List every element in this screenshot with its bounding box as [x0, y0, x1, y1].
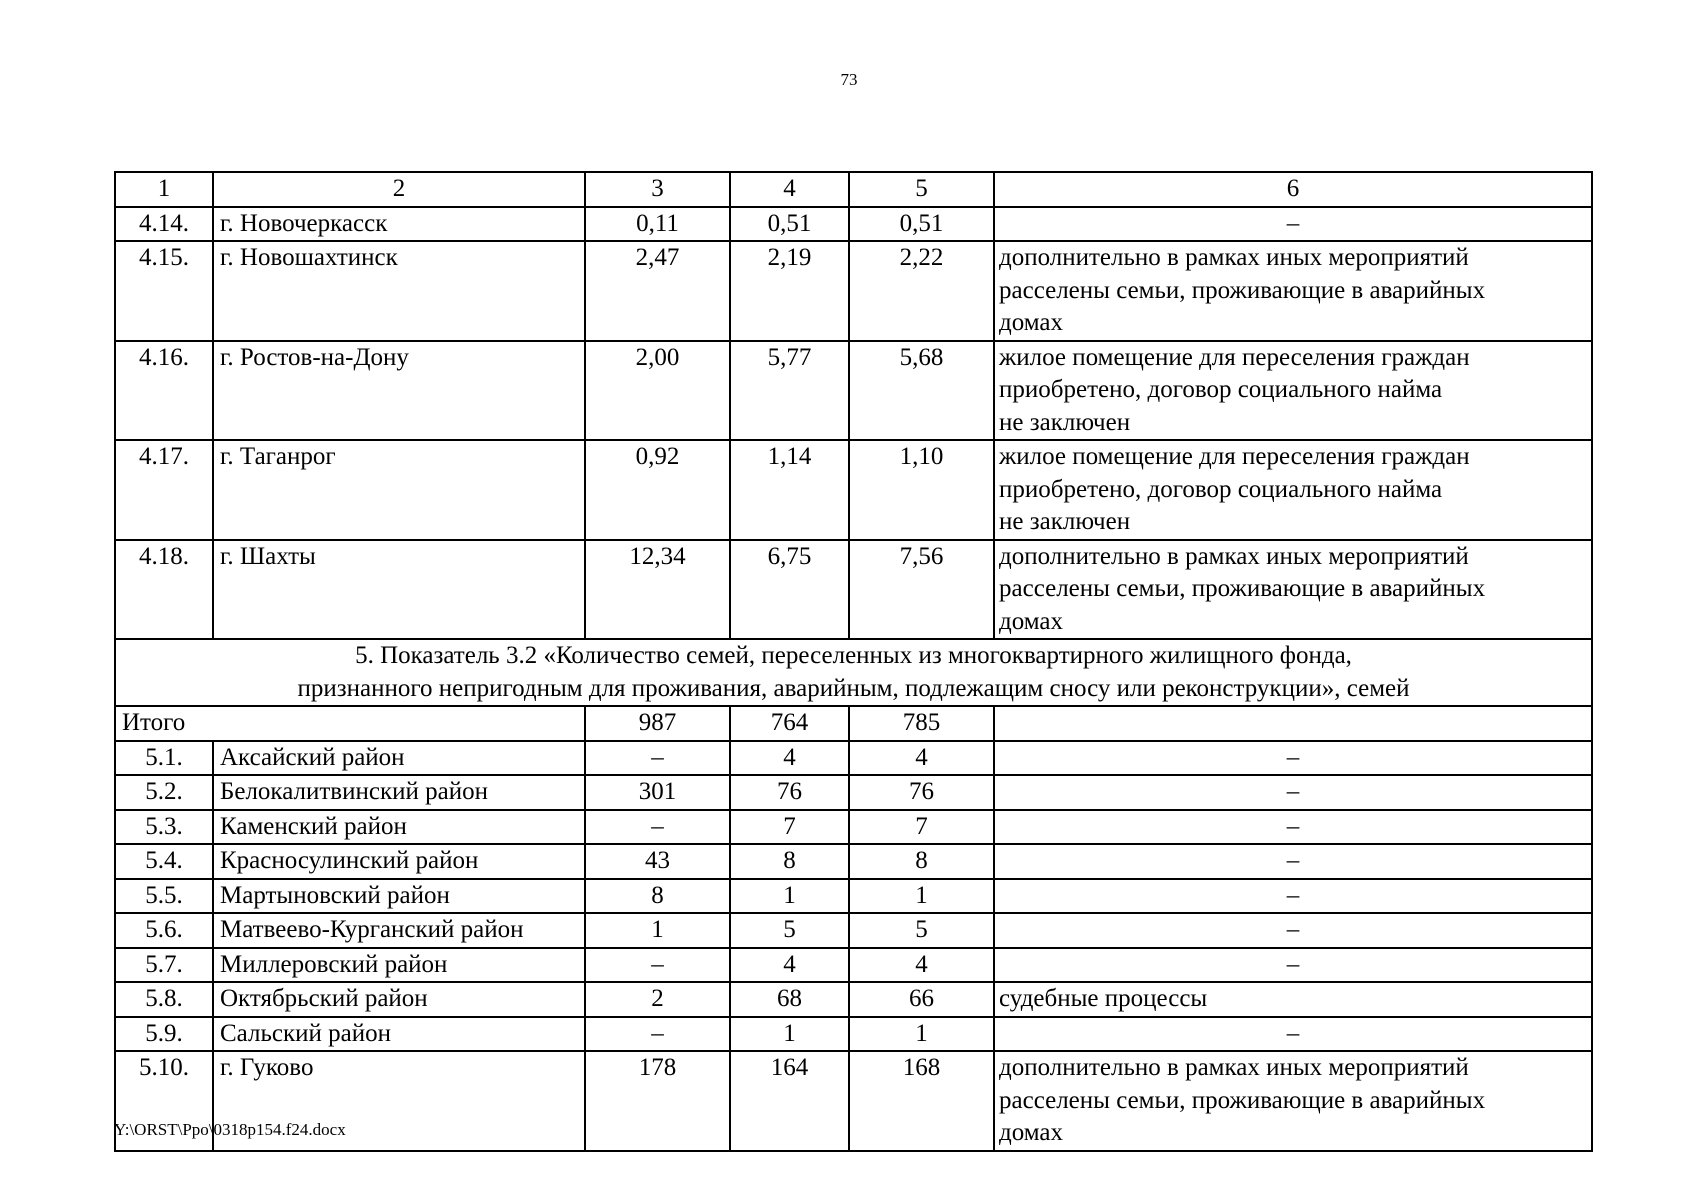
- table-row: [115, 948, 1592, 983]
- row-value-5: 7,56: [849, 540, 994, 640]
- row-value-4: 5: [730, 913, 849, 948]
- row-number: 5.4.: [115, 844, 213, 879]
- row-value-3: 12,34: [585, 540, 730, 640]
- row-number: 5.5.: [115, 879, 213, 914]
- row-name: г. Новочеркасск: [213, 207, 585, 242]
- table-row: [115, 810, 1592, 845]
- row-value-5: 66: [849, 982, 994, 1017]
- row-value-5: 168: [849, 1051, 994, 1151]
- row-value-5: 0,51: [849, 207, 994, 242]
- row-value-5: 4: [849, 741, 994, 776]
- row-number: 4.17.: [115, 440, 213, 540]
- row-note: –: [994, 810, 1592, 845]
- row-note: –: [994, 879, 1592, 914]
- row-number: 4.16.: [115, 341, 213, 441]
- section-row: [115, 639, 1592, 706]
- row-note: жилое помещение для переселения граждан приобретено, договор социального найма не заключен: [994, 440, 1592, 540]
- row-value-3: –: [585, 948, 730, 983]
- row-value-5: 2,22: [849, 241, 994, 341]
- row-value-4: 1: [730, 1017, 849, 1052]
- row-name: Миллеровский район: [213, 948, 585, 983]
- row-value-5: 1: [849, 1017, 994, 1052]
- row-name: Матвеево-Курганский район: [213, 913, 585, 948]
- row-name: Сальский район: [213, 1017, 585, 1052]
- column-header: 6: [994, 172, 1592, 207]
- row-value-4: 76: [730, 775, 849, 810]
- row-note: –: [994, 844, 1592, 879]
- row-note: судебные процессы: [994, 982, 1592, 1017]
- row-number: 4.14.: [115, 207, 213, 242]
- total-label: Итого: [115, 706, 585, 741]
- row-note: –: [994, 913, 1592, 948]
- row-number: 4.18.: [115, 540, 213, 640]
- table-row: [115, 241, 1592, 341]
- row-note: –: [994, 1017, 1592, 1052]
- row-value-3: 0,92: [585, 440, 730, 540]
- section-title: 5. Показатель 3.2 «Количество семей, переселенных из многоквартирного жилищного фонда, признанного непригодным для проживания, аварийным, подлежащим сносу или реконструкции», семей: [115, 639, 1592, 706]
- row-value-4: 8: [730, 844, 849, 879]
- row-name: г. Ростов-на-Дону: [213, 341, 585, 441]
- row-value-3: 2: [585, 982, 730, 1017]
- row-note: дополнительно в рамках иных мероприятий расселены семьи, проживающие в аварийных домах: [994, 1051, 1592, 1151]
- row-value-3: 43: [585, 844, 730, 879]
- row-value-3: 178: [585, 1051, 730, 1151]
- table-header-row: [115, 172, 1592, 207]
- table-row: [115, 913, 1592, 948]
- column-header: 2: [213, 172, 585, 207]
- page-number: 73: [840, 70, 858, 89]
- row-name: Каменский район: [213, 810, 585, 845]
- row-number: 5.8.: [115, 982, 213, 1017]
- row-value-3: 1: [585, 913, 730, 948]
- row-value-4: 2,19: [730, 241, 849, 341]
- row-number: 5.10.: [115, 1051, 213, 1151]
- total-value-5: 785: [849, 706, 994, 741]
- table-row: [115, 982, 1592, 1017]
- table-row: [115, 741, 1592, 776]
- row-value-5: 4: [849, 948, 994, 983]
- row-value-4: 5,77: [730, 341, 849, 441]
- column-header: 3: [585, 172, 730, 207]
- row-note: дополнительно в рамках иных мероприятий расселены семьи, проживающие в аварийных домах: [994, 540, 1592, 640]
- total-note: [994, 706, 1592, 741]
- row-value-3: 0,11: [585, 207, 730, 242]
- row-note: –: [994, 741, 1592, 776]
- row-name: Аксайский район: [213, 741, 585, 776]
- column-header: 4: [730, 172, 849, 207]
- row-number: 5.9.: [115, 1017, 213, 1052]
- row-number: 5.7.: [115, 948, 213, 983]
- table-row: [115, 341, 1592, 441]
- row-value-4: 1,14: [730, 440, 849, 540]
- table-row: [115, 879, 1592, 914]
- row-value-3: –: [585, 810, 730, 845]
- row-note: –: [994, 775, 1592, 810]
- row-value-4: 6,75: [730, 540, 849, 640]
- footer-file-path: Y:\ORST\Ppo\0318p154.f24.docx: [114, 1120, 346, 1139]
- row-value-4: 4: [730, 741, 849, 776]
- row-number: 4.15.: [115, 241, 213, 341]
- row-note: –: [994, 207, 1592, 242]
- row-value-4: 0,51: [730, 207, 849, 242]
- table-row: [115, 1017, 1592, 1052]
- row-name: г. Новошахтинск: [213, 241, 585, 341]
- data-table: [114, 171, 1593, 1152]
- row-name: г. Шахты: [213, 540, 585, 640]
- row-value-3: –: [585, 1017, 730, 1052]
- column-header: 5: [849, 172, 994, 207]
- table-row: [115, 207, 1592, 242]
- row-name: Мартыновский район: [213, 879, 585, 914]
- row-name: Белокалитвинский район: [213, 775, 585, 810]
- table-row: [115, 540, 1592, 640]
- row-value-5: 1,10: [849, 440, 994, 540]
- row-value-4: 164: [730, 1051, 849, 1151]
- row-value-4: 68: [730, 982, 849, 1017]
- row-number: 5.2.: [115, 775, 213, 810]
- row-name: г. Гуково: [213, 1051, 585, 1151]
- row-value-5: 1: [849, 879, 994, 914]
- row-value-5: 7: [849, 810, 994, 845]
- row-value-3: –: [585, 741, 730, 776]
- row-value-3: 8: [585, 879, 730, 914]
- table-row: [115, 775, 1592, 810]
- total-row: [115, 706, 1592, 741]
- row-name: Октябрьский район: [213, 982, 585, 1017]
- row-number: 5.1.: [115, 741, 213, 776]
- total-value-3: 987: [585, 706, 730, 741]
- row-value-5: 76: [849, 775, 994, 810]
- table-row: [115, 844, 1592, 879]
- row-value-3: 301: [585, 775, 730, 810]
- row-note: жилое помещение для переселения граждан приобретено, договор социального найма не заключен: [994, 341, 1592, 441]
- column-header: 1: [115, 172, 213, 207]
- row-value-3: 2,00: [585, 341, 730, 441]
- row-value-5: 5: [849, 913, 994, 948]
- row-value-5: 5,68: [849, 341, 994, 441]
- row-number: 5.6.: [115, 913, 213, 948]
- row-value-4: 7: [730, 810, 849, 845]
- row-note: дополнительно в рамках иных мероприятий расселены семьи, проживающие в аварийных домах: [994, 241, 1592, 341]
- table-row: [115, 440, 1592, 540]
- row-value-3: 2,47: [585, 241, 730, 341]
- row-name: Красносулинский район: [213, 844, 585, 879]
- row-number: 5.3.: [115, 810, 213, 845]
- total-value-4: 764: [730, 706, 849, 741]
- row-value-5: 8: [849, 844, 994, 879]
- row-value-4: 4: [730, 948, 849, 983]
- row-value-4: 1: [730, 879, 849, 914]
- row-note: –: [994, 948, 1592, 983]
- row-name: г. Таганрог: [213, 440, 585, 540]
